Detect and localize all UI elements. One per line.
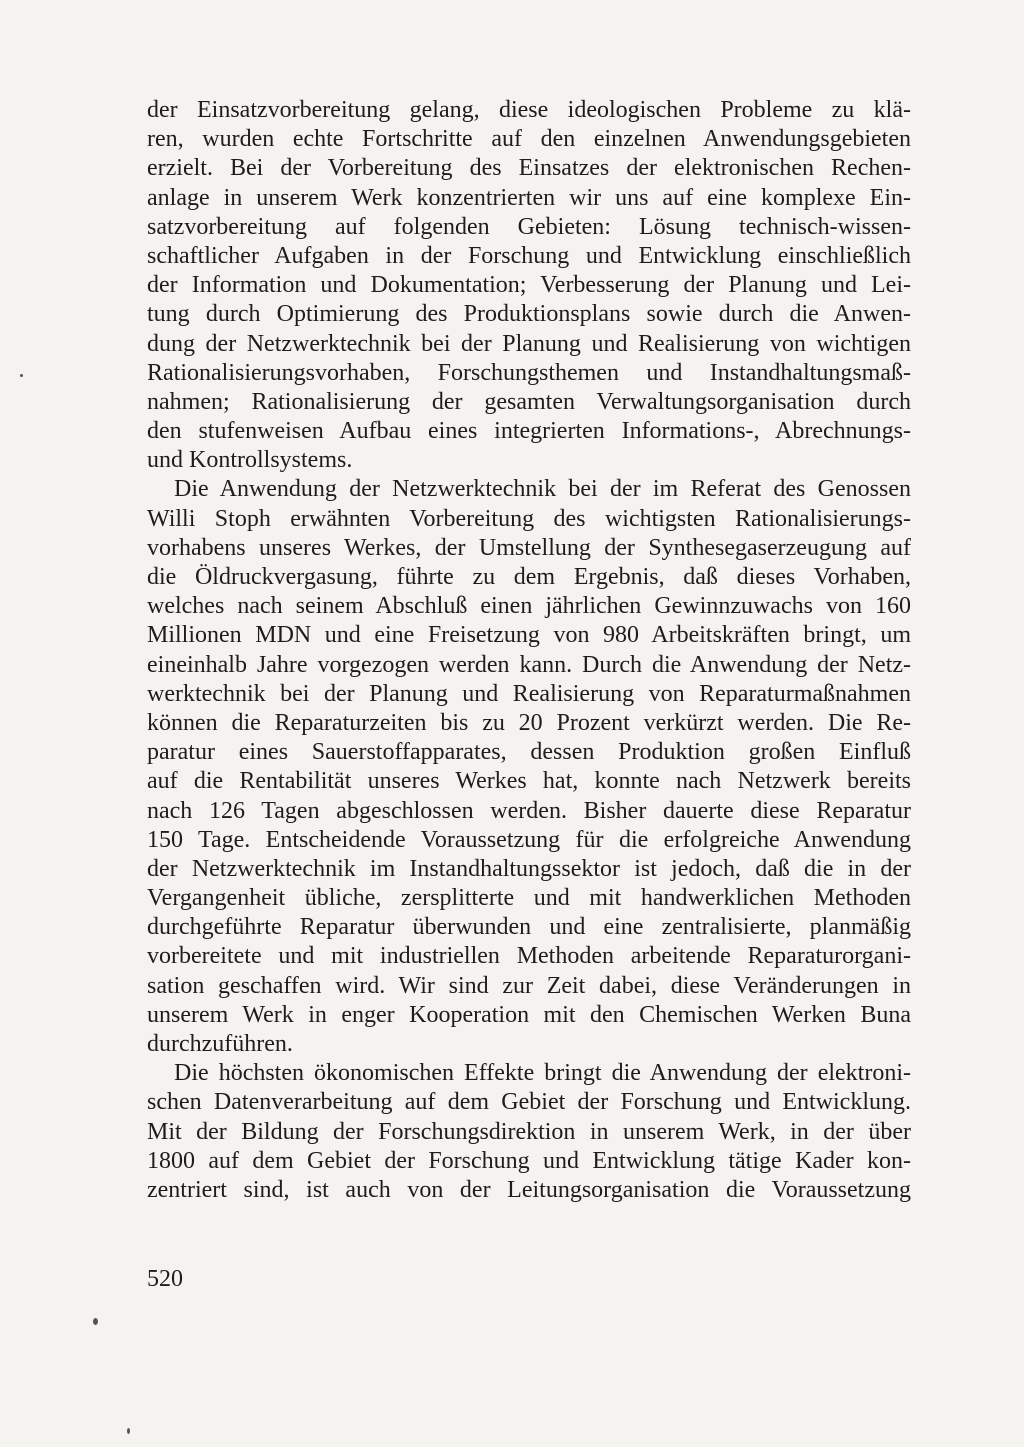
text-line: Mit der Bildung der Forschungsdirektion in unserem Werk, in der über [147, 1118, 911, 1145]
text-line: zentriert sind, ist auch von der Leitungsorganisation die Voraussetzung [147, 1176, 911, 1203]
text-line: und Kontrollsystems. [147, 447, 353, 474]
text-line: schen Datenverarbeitung auf dem Gebiet der Forschung und Entwicklung. [147, 1089, 911, 1116]
text-line: vorhabens unseres Werkes, der Umstellung der Synthesegaserzeugung auf [147, 534, 911, 561]
text-line: schaftlicher Aufgaben in der Forschung und Entwicklung einschließlich [147, 242, 911, 269]
text-line: nach 126 Tagen abgeschlossen werden. Bisher dauerte diese Reparatur [147, 797, 911, 824]
text-line: vorbereitete und mit industriellen Methoden arbeitende Reparaturorgani- [147, 943, 911, 970]
text-line: werktechnik bei der Planung und Realisierung von Reparaturmaßnahmen [147, 680, 911, 707]
text-line: durchgeführte Reparatur überwunden und eine zentralisierte, planmäßig [147, 914, 911, 941]
text-line: ren, wurden echte Fortschritte auf den einzelnen Anwendungsgebieten [147, 126, 911, 153]
text-line: erzielt. Bei der Vorbereitung des Einsatzes der elektronischen Rechen- [147, 155, 911, 182]
scan-speck [20, 374, 23, 377]
text-line: 1800 auf dem Gebiet der Forschung und Entwicklung tätige Kader kon- [147, 1147, 911, 1174]
text-line: nahmen; Rationalisierung der gesamten Verwaltungsorganisation durch [147, 388, 911, 415]
text-line: paratur eines Sauerstoffapparates, dessen Produktion großen Einfluß [147, 739, 911, 766]
scan-speck [127, 1428, 130, 1434]
text-line: anlage in unserem Werk konzentrierten wir uns auf eine komplexe Ein- [147, 184, 911, 211]
text-line: sation geschaffen wird. Wir sind zur Zeit dabei, diese Veränderungen in [147, 972, 911, 999]
text-line: welches nach seinem Abschluß einen jährlichen Gewinnzuwachs von 160 [147, 593, 911, 620]
text-line: dung der Netzwerktechnik bei der Planung und Realisierung von wichtigen [147, 330, 911, 357]
text-line: können die Reparaturzeiten bis zu 20 Prozent verkürzt werden. Die Re- [147, 709, 911, 736]
text-line: der Netzwerktechnik im Instandhaltungssektor ist jedoch, daß die in der [147, 855, 911, 882]
text-line: Die Anwendung der Netzwerktechnik bei der im Referat des Genossen [174, 476, 911, 503]
text-line: Rationalisierungsvorhaben, Forschungsthemen und Instandhaltungsmaß- [147, 359, 911, 386]
text-line: die Öldruckvergasung, führte zu dem Ergebnis, daß dieses Vorhaben, [147, 564, 911, 590]
text-line: unserem Werk in enger Kooperation mit den Chemischen Werken Buna [147, 1001, 911, 1028]
text-line: den stufenweisen Aufbau eines integrierten Informations-, Abrechnungs- [147, 418, 911, 445]
text-line: tung durch Optimierung des Produktionsplans sowie durch die Anwen- [147, 301, 911, 328]
text-line: der Einsatzvorbereitung gelang, diese ideologischen Probleme zu klä- [147, 97, 911, 123]
text-line: eineinhalb Jahre vorgezogen werden kann. Durch die Anwendung der Netz- [147, 651, 911, 678]
text-line: auf die Rentabilität unseres Werkes hat, konnte nach Netzwerk bereits [147, 768, 911, 795]
page-number: 520 [147, 1266, 183, 1292]
body-text [147, 96, 911, 1205]
text-line: Willi Stoph erwähnten Vorbereitung des wichtigsten Rationalisierungs- [147, 505, 911, 532]
text-line: Die höchsten ökonomischen Effekte bringt die Anwendung der elektroni- [174, 1060, 911, 1087]
text-line: Millionen MDN und eine Freisetzung von 980 Arbeitskräften bringt, um [147, 622, 911, 649]
text-line: Vergangenheit übliche, zersplitterte und mit handwerklichen Methoden [147, 885, 911, 912]
scan-speck [93, 1318, 98, 1325]
text-line: 150 Tage. Entscheidende Voraussetzung für die erfolgreiche Anwendung [147, 826, 911, 853]
text-line: der Information und Dokumentation; Verbesserung der Planung und Lei- [147, 272, 911, 299]
text-line: satzvorbereitung auf folgenden Gebieten: Lösung technisch-wissen- [147, 213, 911, 240]
text-line: durchzuführen. [147, 1031, 293, 1057]
